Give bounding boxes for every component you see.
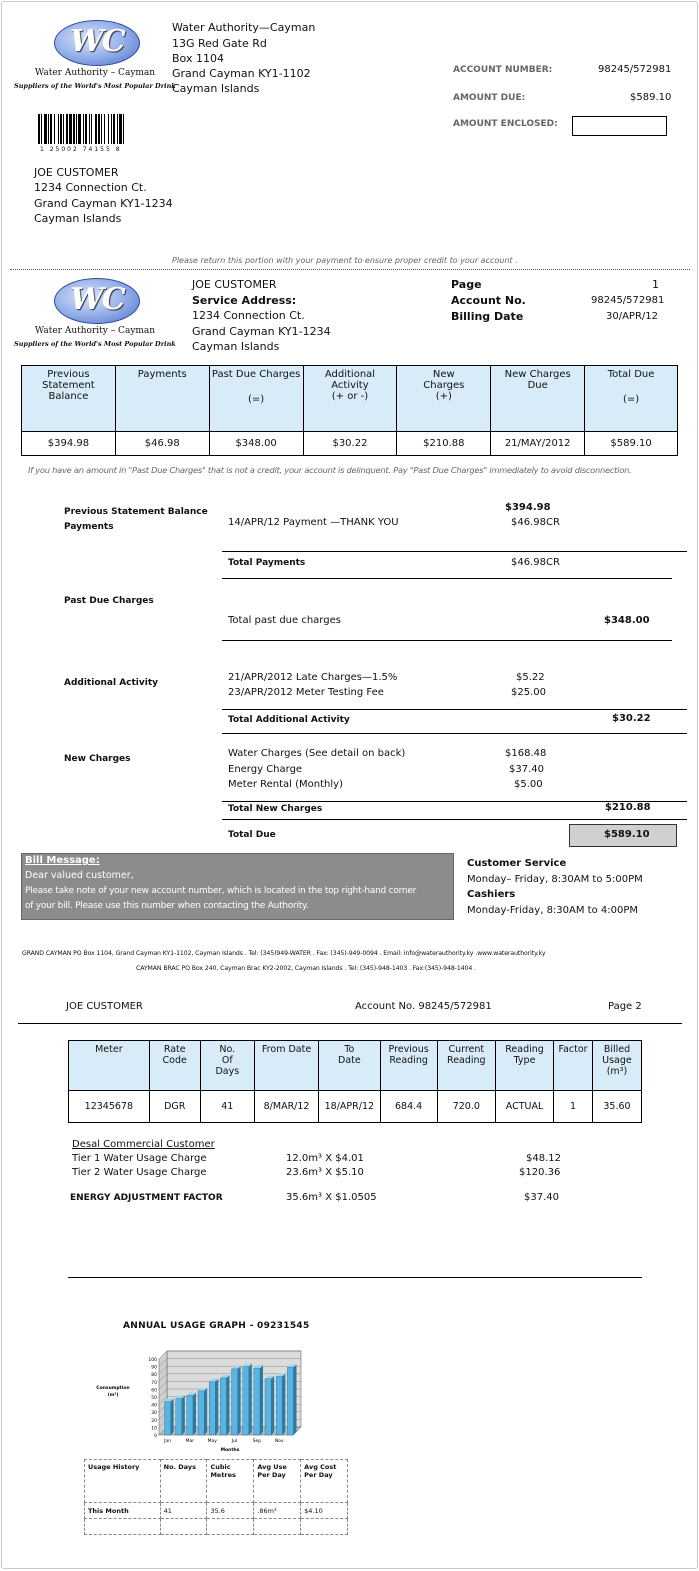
y-tick-label: 90 bbox=[151, 1365, 157, 1371]
usage-history-header: Usage History bbox=[85, 1460, 161, 1503]
logo-tagline: Suppliers of the World's Most Popular Drink bbox=[14, 340, 176, 348]
page2-page-number: Page 2 bbox=[608, 1001, 642, 1012]
header-line: (+) bbox=[435, 391, 452, 402]
page-border bbox=[1, 1, 698, 1569]
bar-side bbox=[249, 1364, 252, 1435]
summary-header-cell bbox=[491, 366, 585, 432]
footer-line: GRAND CAYMAN PO Box 1104, Grand Cayman KY1-1102, Cayman Islands . Tel: (345)949-WATER . Fax: (345)-949-0094 . Email: info@waterauthority.ky .www.waterauthority.ky bbox=[22, 950, 546, 957]
prev-balance-label: Previous Statement Balance bbox=[64, 507, 208, 517]
tier-calc: 12.0m³ X $4.01 bbox=[286, 1153, 364, 1164]
summary-value-cell: $46.98 bbox=[115, 432, 209, 456]
new-item-desc: Water Charges (See detail on back) bbox=[228, 748, 406, 759]
barcode-bar bbox=[123, 114, 124, 144]
x-axis-label: Months bbox=[220, 1448, 240, 1453]
new-charges-label: New Charges bbox=[64, 754, 131, 764]
delinquency-note: If you have an amount in "Past Due Charges" that is not a credit, your account is delinquent. Pay "Past Due Charges" immediately to avoid disconnection. bbox=[28, 465, 632, 475]
summary-value-row bbox=[22, 432, 678, 456]
header-spacer bbox=[212, 380, 301, 394]
footer-line: CAYMAN BRAC PO Box 240, Cayman Brac KY2-2002, Cayman Islands . Tel: (345)-948-1403 . Fax:(345)-948-1404 . bbox=[136, 965, 476, 972]
barcode-bar bbox=[76, 114, 77, 144]
service-address-line: 1234 Connection Ct. bbox=[192, 309, 305, 322]
summary-value-cell: 21/MAY/2012 bbox=[491, 432, 585, 456]
header-line: Additional bbox=[324, 369, 376, 380]
barcode-bar bbox=[101, 114, 102, 144]
header-line: Type bbox=[513, 1055, 536, 1066]
section-divider bbox=[222, 819, 687, 820]
y-tick-label: 0 bbox=[154, 1434, 157, 1439]
section-divider bbox=[222, 551, 687, 552]
header-line: New bbox=[432, 369, 455, 380]
summary-table bbox=[21, 365, 678, 456]
usage-history-header: Avg Cost Per Day bbox=[301, 1460, 348, 1503]
usage-history-row-label: This Month bbox=[85, 1503, 161, 1519]
logo-name: Water Authority – Cayman bbox=[34, 326, 156, 336]
billing-date-label: Billing Date bbox=[451, 310, 524, 323]
bar bbox=[287, 1367, 293, 1435]
meter-header-cell bbox=[200, 1041, 254, 1091]
header-line: Usage bbox=[602, 1055, 632, 1066]
header-line: (m³) bbox=[606, 1066, 628, 1077]
bar bbox=[254, 1368, 260, 1435]
tier-amount: $120.36 bbox=[519, 1167, 561, 1178]
barcode-bar bbox=[83, 114, 84, 144]
header-line: Factor bbox=[558, 1044, 588, 1055]
usage-history-cell bbox=[301, 1519, 348, 1535]
barcode-bar bbox=[41, 114, 42, 144]
y-axis-label: Consumption bbox=[96, 1386, 130, 1391]
amount-due-label: AMOUNT DUE: bbox=[453, 93, 526, 103]
amount-due-value: $589.10 bbox=[630, 92, 672, 103]
header-line: Balance bbox=[48, 391, 89, 402]
page2-customer-name: JOE CUSTOMER bbox=[66, 1001, 143, 1012]
new-item-value: $37.40 bbox=[509, 764, 544, 775]
amount-enclosed-label: AMOUNT ENCLOSED: bbox=[453, 119, 558, 129]
y-tick-label: 10 bbox=[151, 1426, 157, 1432]
tier-label: Tier 2 Water Usage Charge bbox=[72, 1167, 207, 1178]
additional-item-value: $25.00 bbox=[511, 687, 546, 698]
cashiers-hours: Monday-Friday, 8:30AM to 4:00PM bbox=[467, 905, 639, 916]
summary-header-row bbox=[22, 366, 678, 432]
new-item-desc: Energy Charge bbox=[228, 764, 303, 775]
barcode-bar bbox=[54, 114, 55, 144]
y-tick-label: 80 bbox=[151, 1373, 157, 1379]
bar bbox=[176, 1399, 182, 1435]
customer-address-line: Cayman Islands bbox=[34, 212, 122, 225]
header-line: Previous bbox=[388, 1044, 429, 1055]
header-spacer bbox=[587, 380, 675, 394]
header-line: Previous bbox=[47, 369, 90, 380]
meter-value-cell: 35.60 bbox=[592, 1091, 641, 1123]
usage-history-header: Avg Use Per Day bbox=[254, 1460, 301, 1503]
usage-history-header: Cubic Metres bbox=[207, 1460, 254, 1503]
meter-value-cell: 1 bbox=[554, 1091, 593, 1123]
total-additional-label: Total Additional Activity bbox=[228, 715, 350, 725]
account-number-value: 98245/572981 bbox=[598, 64, 672, 75]
payment-description: 14/APR/12 Payment —THANK YOU bbox=[228, 517, 399, 528]
authority-logo bbox=[14, 18, 176, 98]
service-address-label: Service Address: bbox=[192, 294, 297, 307]
section-divider bbox=[222, 733, 687, 734]
usage-history-cell: 35.6 bbox=[207, 1503, 254, 1519]
bar bbox=[198, 1391, 204, 1435]
summary-header-cell bbox=[397, 366, 491, 432]
customer-address-line: 1234 Connection Ct. bbox=[34, 181, 147, 194]
cashiers-label: Cashiers bbox=[467, 889, 516, 900]
past-due-label: Past Due Charges bbox=[64, 596, 154, 606]
barcode-bar bbox=[91, 114, 92, 144]
header-line: Activity bbox=[331, 380, 369, 391]
bar-side bbox=[171, 1399, 174, 1435]
header-line: Current bbox=[448, 1044, 485, 1055]
y-tick-label: 100 bbox=[148, 1358, 157, 1363]
usage-history-cell bbox=[85, 1519, 161, 1535]
barcode-bar bbox=[66, 114, 68, 144]
header-line: Past Due Charges bbox=[211, 369, 301, 380]
logo-mark: WC bbox=[70, 24, 124, 59]
barcode-bar bbox=[85, 114, 87, 144]
meter-value-cell: 12345678 bbox=[69, 1091, 150, 1123]
barcode-bar bbox=[104, 114, 105, 144]
chart-title: ANNUAL USAGE GRAPH - 09231545 bbox=[123, 1321, 310, 1331]
total-past-due-label: Total past due charges bbox=[228, 615, 341, 626]
y-tick-label: 60 bbox=[151, 1388, 157, 1394]
summary-value-cell: $394.98 bbox=[22, 432, 116, 456]
summary-value-cell: $589.10 bbox=[585, 432, 678, 456]
header-line: Date bbox=[338, 1055, 361, 1066]
header-line: No. bbox=[219, 1044, 236, 1055]
bill-message-line: Please take note of your new account number, which is located in the top right-hand corner bbox=[25, 886, 417, 896]
header-line: (=) bbox=[622, 394, 640, 405]
customer-service-label: Customer Service bbox=[467, 858, 567, 869]
customer-type: Desal Commercial Customer bbox=[72, 1139, 215, 1150]
barcode bbox=[38, 114, 180, 150]
summary-header-cell bbox=[585, 366, 678, 432]
y-tick-label: 20 bbox=[151, 1418, 157, 1424]
x-tick-label: Jan bbox=[164, 1439, 172, 1444]
barcode-bar bbox=[60, 114, 62, 144]
bill-customer-name: JOE CUSTOMER bbox=[192, 278, 277, 291]
bar bbox=[232, 1369, 238, 1435]
energy-amount: $37.40 bbox=[524, 1192, 559, 1203]
header-line: Total Due bbox=[607, 369, 655, 380]
logo-name: Water Authority – Cayman bbox=[34, 68, 156, 78]
logo-mark: WC bbox=[70, 282, 124, 317]
meter-value-row bbox=[69, 1091, 642, 1123]
service-address-line: Cayman Islands bbox=[192, 340, 280, 353]
bar-side bbox=[215, 1379, 218, 1435]
account-no-value: 98245/572981 bbox=[591, 295, 665, 306]
summary-header-cell bbox=[209, 366, 303, 432]
page2-account: Account No. 98245/572981 bbox=[355, 1001, 492, 1012]
bill-message-line: of your bill. Please use this number when contacting the Authority. bbox=[25, 901, 309, 911]
bar-side bbox=[260, 1365, 263, 1435]
header-line: Reading bbox=[389, 1055, 428, 1066]
x-tick-label: Sep bbox=[252, 1439, 262, 1444]
usage-history-table bbox=[84, 1459, 348, 1535]
usage-history-row bbox=[85, 1519, 348, 1535]
additional-item-desc: 23/APR/2012 Meter Testing Fee bbox=[228, 687, 384, 698]
additional-item-value: $5.22 bbox=[516, 672, 545, 683]
page2-divider bbox=[18, 1023, 682, 1024]
total-due-label: Total Due bbox=[228, 830, 276, 840]
header-line: Reading bbox=[447, 1055, 486, 1066]
meter-header-cell bbox=[69, 1041, 150, 1091]
bar bbox=[165, 1402, 171, 1435]
meter-header-cell bbox=[437, 1041, 495, 1091]
summary-header-cell bbox=[22, 366, 116, 432]
meter-header-cell bbox=[319, 1041, 380, 1091]
account-number-label: ACCOUNT NUMBER: bbox=[453, 65, 553, 75]
logo-tagline: Suppliers of the World's Most Popular Drink bbox=[14, 82, 176, 90]
barcode-bar bbox=[111, 114, 112, 144]
bar-side bbox=[293, 1364, 296, 1435]
bar bbox=[187, 1395, 193, 1435]
bar-side bbox=[282, 1373, 285, 1435]
total-new-charges-label: Total New Charges bbox=[228, 804, 323, 814]
barcode-bar bbox=[108, 114, 109, 144]
bill-message-title: Bill Message: bbox=[25, 855, 100, 866]
page-value: 1 bbox=[652, 278, 659, 291]
barcode-bar bbox=[44, 114, 47, 144]
tear-off-line bbox=[10, 269, 690, 270]
header-line: New Charges bbox=[504, 369, 571, 380]
summary-header-cell bbox=[303, 366, 397, 432]
meter-header-cell bbox=[592, 1041, 641, 1091]
section-divider bbox=[222, 578, 672, 579]
summary-value-cell: $30.22 bbox=[303, 432, 397, 456]
bar bbox=[265, 1379, 271, 1435]
new-item-value: $5.00 bbox=[514, 779, 543, 790]
x-tick-label: Nov bbox=[274, 1439, 284, 1444]
barcode-bar bbox=[63, 114, 64, 144]
x-tick-label: May bbox=[207, 1439, 217, 1444]
meter-value-cell: 720.0 bbox=[437, 1091, 495, 1123]
usage-history-cell bbox=[160, 1519, 207, 1535]
usage-history-cell: 41 bbox=[160, 1503, 207, 1519]
amount-enclosed-field[interactable] bbox=[572, 116, 667, 136]
usage-history-cell bbox=[254, 1519, 301, 1535]
usage-history-header-row bbox=[85, 1460, 348, 1503]
barcode-bar bbox=[48, 114, 49, 144]
total-additional-value: $30.22 bbox=[612, 713, 651, 724]
header-line: Meter bbox=[95, 1044, 123, 1055]
total-payments-label: Total Payments bbox=[228, 558, 306, 568]
bar bbox=[276, 1376, 282, 1435]
total-new-charges-value: $210.88 bbox=[605, 802, 651, 813]
barcode-bar bbox=[119, 114, 122, 144]
y-tick-label: 40 bbox=[151, 1403, 157, 1409]
barcode-digits: 1 25002 74155 8 bbox=[40, 146, 122, 153]
summary-value-cell: $348.00 bbox=[209, 432, 303, 456]
authority-address-line: Water Authority—Cayman bbox=[172, 21, 316, 34]
section-divider bbox=[222, 640, 672, 641]
usage-chart bbox=[95, 1345, 325, 1455]
header-line: Payments bbox=[137, 369, 187, 380]
usage-history-cell: .86m³ bbox=[254, 1503, 301, 1519]
bar bbox=[209, 1382, 215, 1435]
total-past-due-value: $348.00 bbox=[604, 615, 650, 626]
barcode-bar bbox=[98, 114, 100, 144]
header-line: To bbox=[344, 1044, 355, 1055]
usage-history-row bbox=[85, 1503, 348, 1519]
barcode-bar bbox=[113, 114, 115, 144]
summary-value-cell: $210.88 bbox=[397, 432, 491, 456]
meter-value-cell: DGR bbox=[149, 1091, 200, 1123]
total-payments-value: $46.98CR bbox=[511, 557, 560, 568]
billing-date-value: 30/APR/12 bbox=[606, 311, 659, 322]
authority-address-line: Cayman Islands bbox=[172, 82, 260, 95]
barcode-bar bbox=[50, 114, 52, 144]
bar-side bbox=[226, 1375, 229, 1435]
header-line: Charges bbox=[423, 380, 465, 391]
bar-side bbox=[182, 1396, 185, 1435]
authority-address-line: Grand Cayman KY1-1102 bbox=[172, 67, 311, 80]
meter-header-cell bbox=[380, 1041, 437, 1091]
bar-side bbox=[204, 1388, 207, 1435]
additional-activity-label: Additional Activity bbox=[64, 678, 159, 688]
x-tick-label: Mar bbox=[185, 1439, 195, 1444]
barcode-bar bbox=[78, 114, 81, 144]
tier-calc: 23.6m³ X $5.10 bbox=[286, 1167, 364, 1178]
header-line: Code bbox=[162, 1055, 187, 1066]
meter-value-cell: 18/APR/12 bbox=[319, 1091, 380, 1123]
account-no-label: Account No. bbox=[451, 294, 526, 307]
tier-label: Tier 1 Water Usage Charge bbox=[72, 1153, 207, 1164]
bill-message-line: Dear valued customer, bbox=[25, 870, 134, 881]
authority-address-line: 13G Red Gate Rd bbox=[172, 37, 267, 50]
header-line: Due bbox=[527, 380, 548, 391]
return-note: Please return this portion with your payment to ensure proper credit to your account . bbox=[172, 256, 518, 265]
meter-value-cell: 8/MAR/12 bbox=[254, 1091, 318, 1123]
customer-service-hours: Monday– Friday, 8:30AM to 5:00PM bbox=[467, 874, 643, 885]
usage-history-header: No. Days bbox=[160, 1460, 207, 1503]
energy-calc: 35.6m³ X $1.0505 bbox=[286, 1192, 377, 1203]
bar-side bbox=[193, 1392, 196, 1435]
meter-value-cell: ACTUAL bbox=[495, 1091, 553, 1123]
meter-header-cell bbox=[254, 1041, 318, 1091]
section-divider bbox=[222, 709, 687, 710]
barcode-bar bbox=[38, 114, 40, 144]
barcode-bar bbox=[58, 114, 59, 144]
customer-address-line: Grand Cayman KY1-1234 bbox=[34, 197, 173, 210]
y-tick-label: 50 bbox=[151, 1396, 157, 1401]
header-line: Days bbox=[215, 1066, 240, 1077]
header-line: Of bbox=[221, 1055, 233, 1066]
meter-value-cell: 684.4 bbox=[380, 1091, 437, 1123]
payments-label: Payments bbox=[64, 522, 114, 532]
bar bbox=[243, 1367, 249, 1435]
usage-history-cell: $4.10 bbox=[301, 1503, 348, 1519]
bar-side bbox=[238, 1366, 241, 1435]
barcode-bar bbox=[69, 114, 72, 144]
additional-item-desc: 21/APR/2012 Late Charges—1.5% bbox=[228, 672, 398, 683]
summary-header-cell bbox=[115, 366, 209, 432]
page2-section-divider bbox=[68, 1277, 642, 1278]
new-item-value: $168.48 bbox=[505, 748, 547, 759]
x-tick-label: Jul bbox=[231, 1439, 238, 1444]
service-address-line: Grand Cayman KY1-1234 bbox=[192, 325, 331, 338]
prev-balance-value: $394.98 bbox=[505, 502, 551, 513]
meter-header-row bbox=[69, 1041, 642, 1091]
y-axis-unit: (m³) bbox=[107, 1393, 119, 1398]
meter-table bbox=[68, 1040, 642, 1123]
barcode-bar bbox=[95, 114, 97, 144]
total-due-value: $589.10 bbox=[604, 829, 650, 840]
header-line: Billed bbox=[603, 1044, 631, 1055]
barcode-bar bbox=[89, 114, 90, 144]
energy-label: ENERGY ADJUSTMENT FACTOR bbox=[70, 1193, 223, 1203]
authority-logo bbox=[14, 276, 176, 356]
meter-header-cell bbox=[149, 1041, 200, 1091]
header-line: Rate bbox=[163, 1044, 186, 1055]
tier-amount: $48.12 bbox=[526, 1153, 561, 1164]
header-line: (=) bbox=[248, 394, 265, 405]
new-item-desc: Meter Rental (Monthly) bbox=[228, 779, 343, 790]
bar bbox=[220, 1378, 226, 1435]
authority-address-line: Box 1104 bbox=[172, 52, 224, 65]
meter-header-cell bbox=[554, 1041, 593, 1091]
usage-history-cell bbox=[207, 1519, 254, 1535]
meter-header-cell bbox=[495, 1041, 553, 1091]
y-tick-label: 30 bbox=[151, 1411, 157, 1417]
header-line: (+ or -) bbox=[331, 391, 369, 402]
bar-side bbox=[271, 1376, 274, 1435]
barcode-bar bbox=[117, 114, 118, 144]
barcode-bar bbox=[73, 114, 75, 144]
header-line: Reading bbox=[505, 1044, 544, 1055]
meter-value-cell: 41 bbox=[200, 1091, 254, 1123]
page-label: Page bbox=[451, 278, 482, 291]
y-tick-label: 70 bbox=[151, 1380, 157, 1386]
header-line: From Date bbox=[261, 1044, 312, 1055]
payment-value: $46.98CR bbox=[511, 517, 560, 528]
header-line: Statement bbox=[42, 380, 95, 391]
customer-address-line: JOE CUSTOMER bbox=[34, 166, 119, 179]
